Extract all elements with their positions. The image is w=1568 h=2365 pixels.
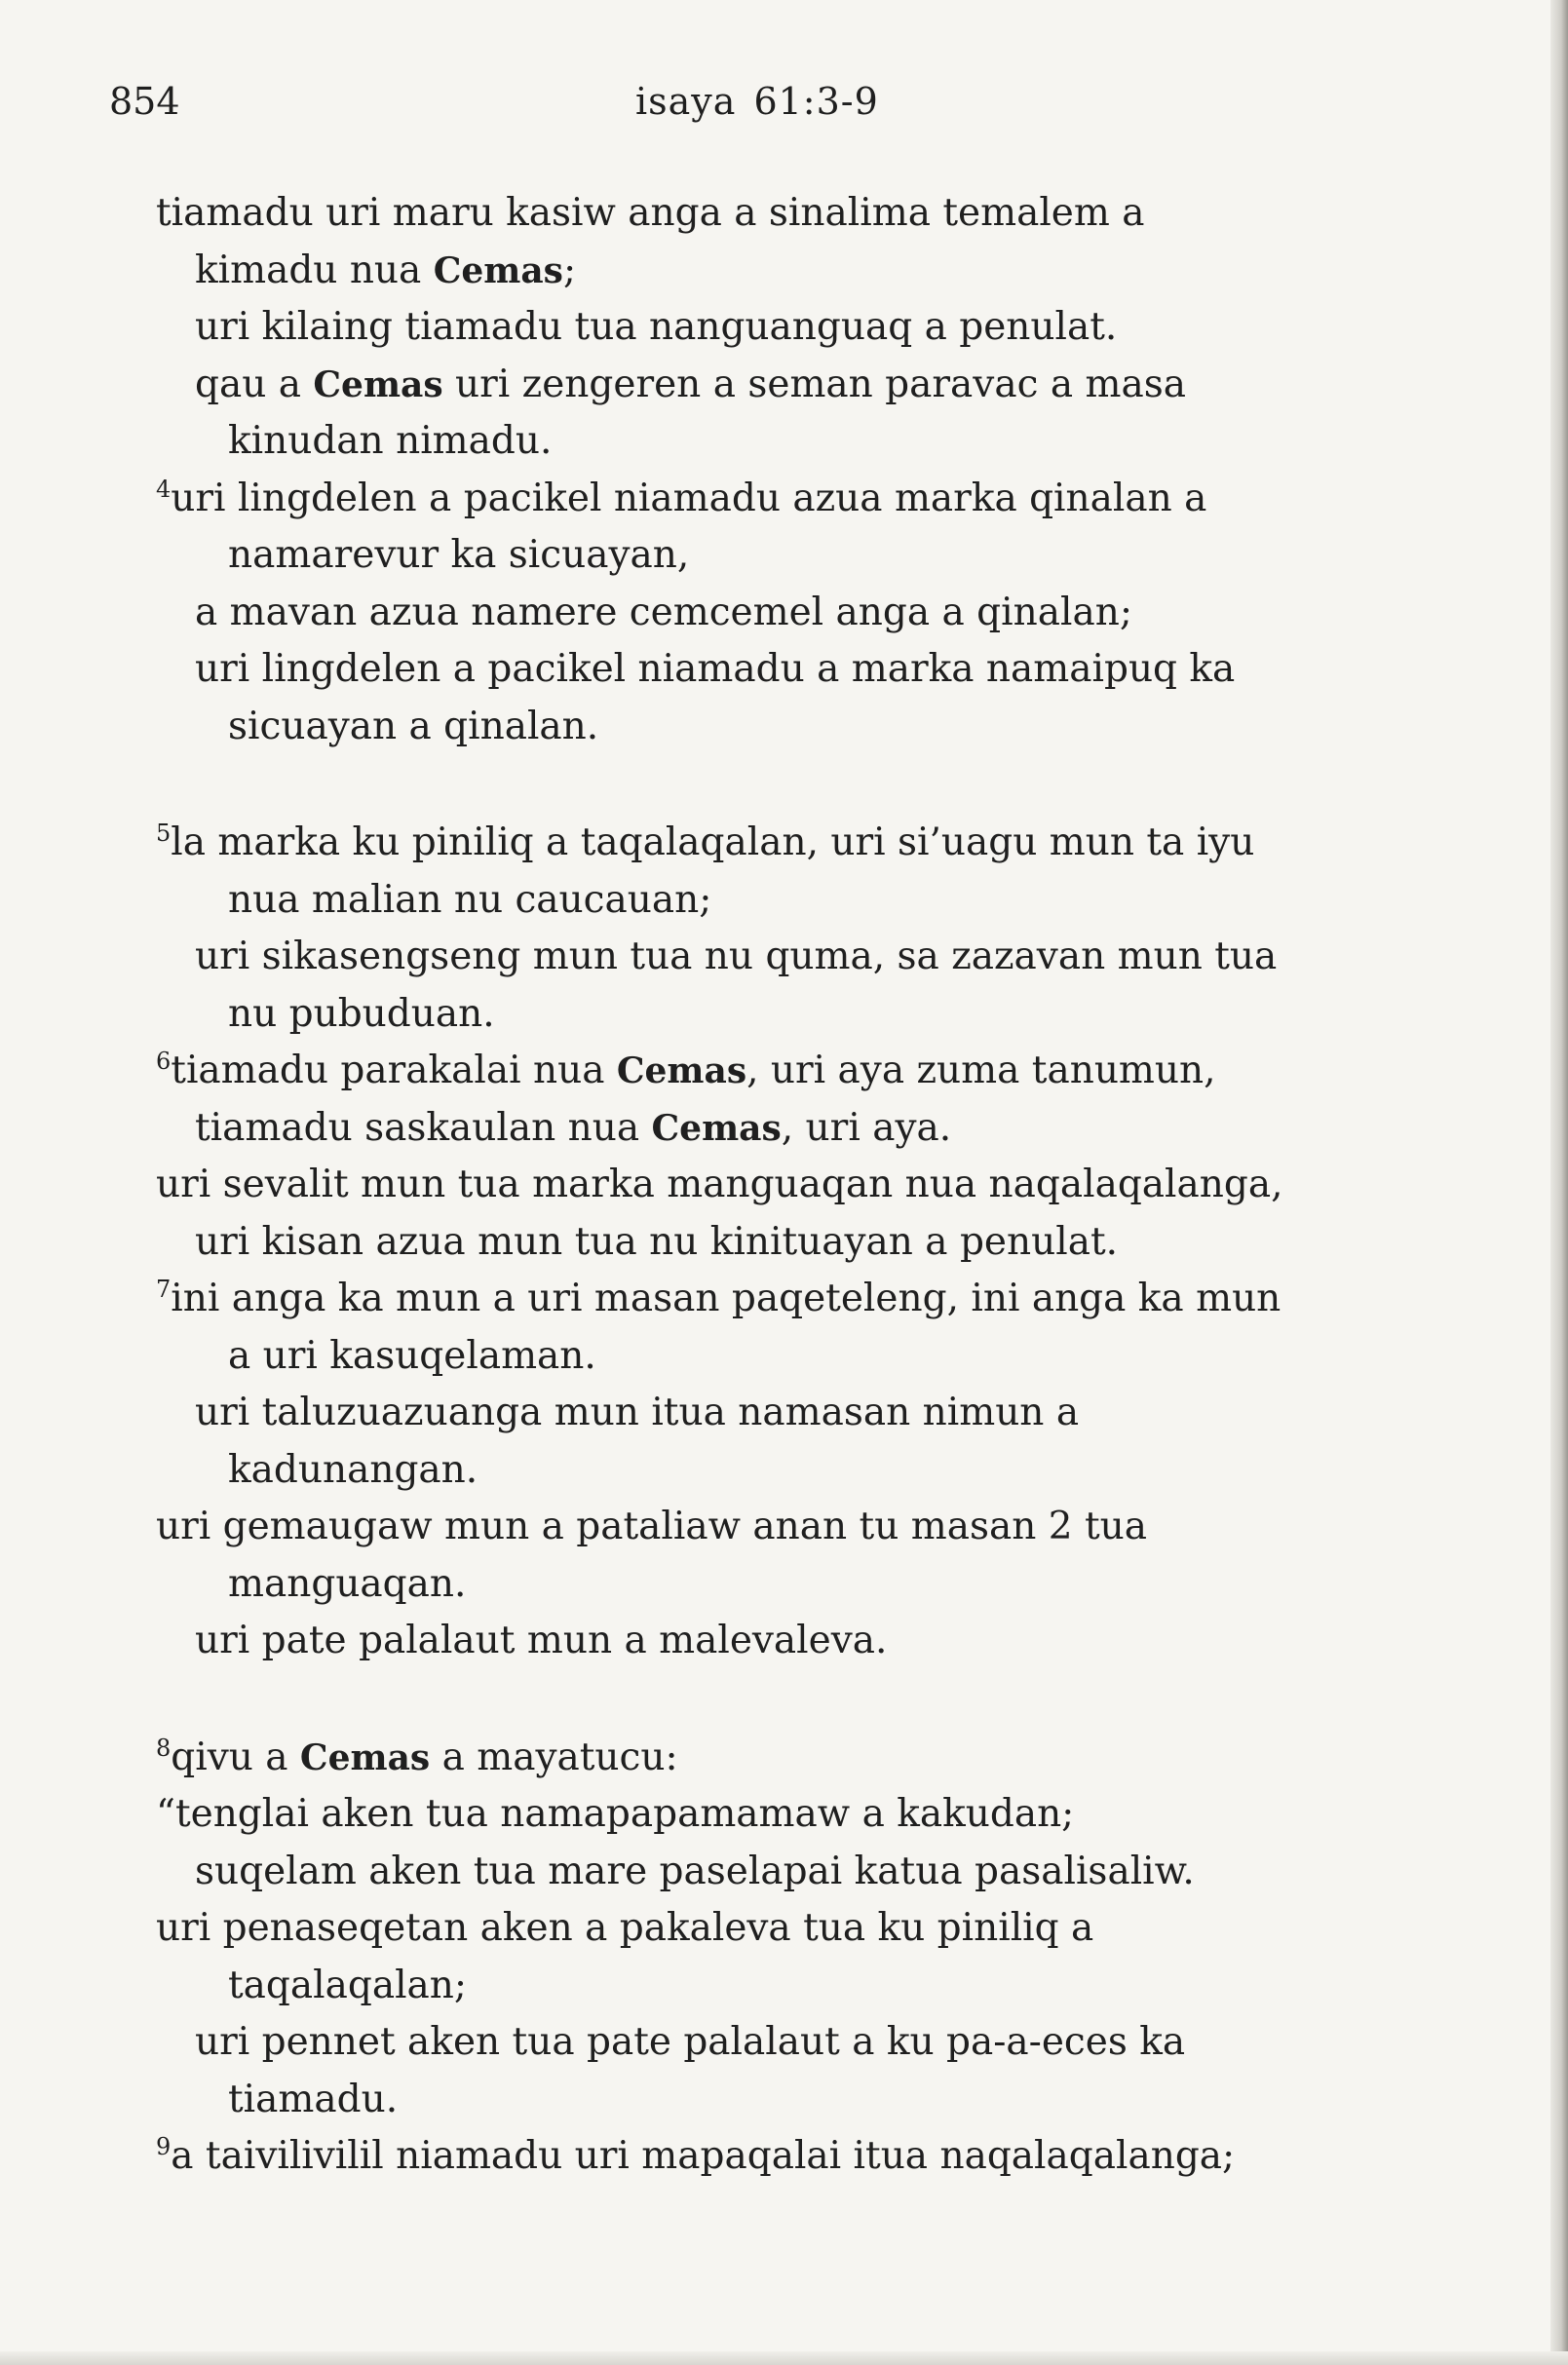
- text-line: [156, 1556, 1442, 1614]
- text-line: [156, 1786, 1442, 1844]
- text-line: [156, 1328, 1442, 1386]
- page-edge: [1550, 0, 1568, 2365]
- text-line: [156, 357, 1442, 414]
- running-head: [635, 80, 879, 123]
- text-line: [156, 641, 1442, 699]
- page-header: [109, 80, 1490, 138]
- text-run: kimadu nua: [195, 248, 434, 292]
- text-line: [156, 585, 1442, 642]
- text-run: uri pennet aken tua pate palalaut a ku pa-a-eces ka: [195, 2020, 1186, 2064]
- verse-number: 8: [156, 1734, 172, 1762]
- text-line: [156, 1844, 1442, 1901]
- text-run: qivu a: [171, 1735, 300, 1779]
- text-run: nu pubuduan.: [228, 991, 495, 1036]
- text-run: a uri kasuqelaman.: [228, 1333, 596, 1378]
- text-line: [156, 185, 1442, 243]
- text-line: [156, 815, 1442, 872]
- text-run: uri kilaing tiamadu tua nanguanguaq a penulat.: [195, 305, 1118, 349]
- verse-number: 4: [156, 475, 172, 503]
- text-line: [156, 1100, 1442, 1158]
- text-run: qau a: [195, 362, 314, 406]
- text-line: [156, 527, 1442, 585]
- text-run: a taivilivilil niamadu uri mapaqalai itua naqalaqalanga;: [171, 2134, 1236, 2178]
- stanza-gap: [156, 1670, 1442, 1730]
- divine-name: Cemas: [433, 249, 563, 291]
- text-run: la marka ku piniliq a taqalaqalan, uri si’uagu mun ta iyu: [171, 820, 1255, 864]
- chapter-verse-reference: 61:3-9: [753, 80, 879, 123]
- text-line: [156, 929, 1442, 986]
- text-run: tiamadu.: [228, 2077, 399, 2121]
- verse-number: 7: [156, 1276, 172, 1303]
- text-run: kinudan nimadu.: [228, 419, 553, 463]
- divine-name: Cemas: [299, 1736, 431, 1778]
- text-line: [156, 1958, 1442, 2015]
- divine-name: Cemas: [616, 1050, 747, 1091]
- text-run: “tenglai aken tua namapapamamaw a kakudan;: [156, 1792, 1075, 1836]
- text-line: [156, 471, 1442, 528]
- verse-number: 6: [156, 1048, 172, 1075]
- text-run: uri lingdelen a pacikel niamadu azua marka qinalan a: [171, 476, 1207, 520]
- text-line: [156, 872, 1442, 930]
- text-run: ini anga ka mun a uri masan paqeteleng, ini anga ka mun: [171, 1277, 1281, 1320]
- text-line: [156, 2072, 1442, 2129]
- stanza-gap: [156, 755, 1442, 815]
- divine-name: Cemas: [651, 1107, 782, 1149]
- text-line: [156, 1043, 1442, 1100]
- text-run: tiamadu saskaulan nua: [195, 1105, 652, 1150]
- text-line: [156, 2128, 1442, 2186]
- text-run: uri lingdelen a pacikel niamadu a marka namaipuq ka: [195, 647, 1236, 691]
- text-line: [156, 1730, 1442, 1787]
- book-name: isaya: [635, 80, 737, 123]
- text-run: manguaqan.: [228, 1561, 467, 1606]
- text-run: uri penaseqetan aken a pakaleva tua ku piniliq a: [156, 1906, 1094, 1950]
- text-run: a mavan azua namere cemcemel anga a qinalan;: [195, 590, 1132, 634]
- text-run: uri sevalit mun tua marka manguaqan nua naqalaqalanga,: [156, 1163, 1283, 1206]
- text-run: tiamadu parakalai nua: [171, 1049, 617, 1092]
- text-run: ;: [562, 248, 577, 292]
- divine-name: Cemas: [313, 363, 443, 405]
- text-line: [156, 1499, 1442, 1556]
- text-run: tiamadu uri maru kasiw anga a sinalima temalem a: [156, 191, 1145, 235]
- text-run: , uri aya.: [781, 1105, 952, 1150]
- text-line: [156, 1271, 1442, 1328]
- page-bottom-edge: [0, 2351, 1568, 2365]
- text-line: [156, 1442, 1442, 1500]
- verse-number: 5: [156, 820, 172, 847]
- text-line: [156, 1900, 1442, 1958]
- text-line: [156, 1613, 1442, 1670]
- text-line: [156, 1214, 1442, 1272]
- text-run: suqelam aken tua mare paselapai katua pasalisaliw.: [195, 1849, 1195, 1893]
- text-run: kadunangan.: [228, 1447, 478, 1492]
- text-run: sicuayan a qinalan.: [228, 704, 599, 748]
- text-run: uri gemaugaw mun a pataliaw anan tu masan 2 tua: [156, 1505, 1147, 1548]
- text-run: uri sikasengseng mun tua nu quma, sa zazavan mun tua: [195, 935, 1278, 978]
- text-run: uri zengeren a seman paravac a masa: [442, 362, 1186, 406]
- text-run: , uri aya zuma tanumun,: [746, 1049, 1216, 1092]
- text-run: a mayatucu:: [430, 1735, 678, 1779]
- text-run: nua malian nu caucauan;: [228, 877, 712, 922]
- text-run: uri kisan azua mun tua nu kinituayan a penulat.: [195, 1219, 1119, 1264]
- text-run: uri taluzuazuanga mun itua namasan nimun a: [195, 1391, 1080, 1434]
- text-line: [156, 986, 1442, 1044]
- text-line: [156, 1157, 1442, 1214]
- scripture-text: [156, 185, 1442, 2186]
- text-line: [156, 243, 1442, 300]
- text-line: [156, 1385, 1442, 1442]
- text-run: namarevur ka sicuayan,: [228, 533, 690, 577]
- page-number: 854: [109, 80, 180, 123]
- text-run: uri pate palalaut mun a malevaleva.: [195, 1619, 888, 1662]
- text-line: [156, 299, 1442, 357]
- text-line: [156, 2014, 1442, 2072]
- text-line: [156, 699, 1442, 756]
- text-line: [156, 413, 1442, 471]
- text-run: taqalaqalan;: [228, 1963, 468, 2007]
- verse-number: 9: [156, 2133, 172, 2160]
